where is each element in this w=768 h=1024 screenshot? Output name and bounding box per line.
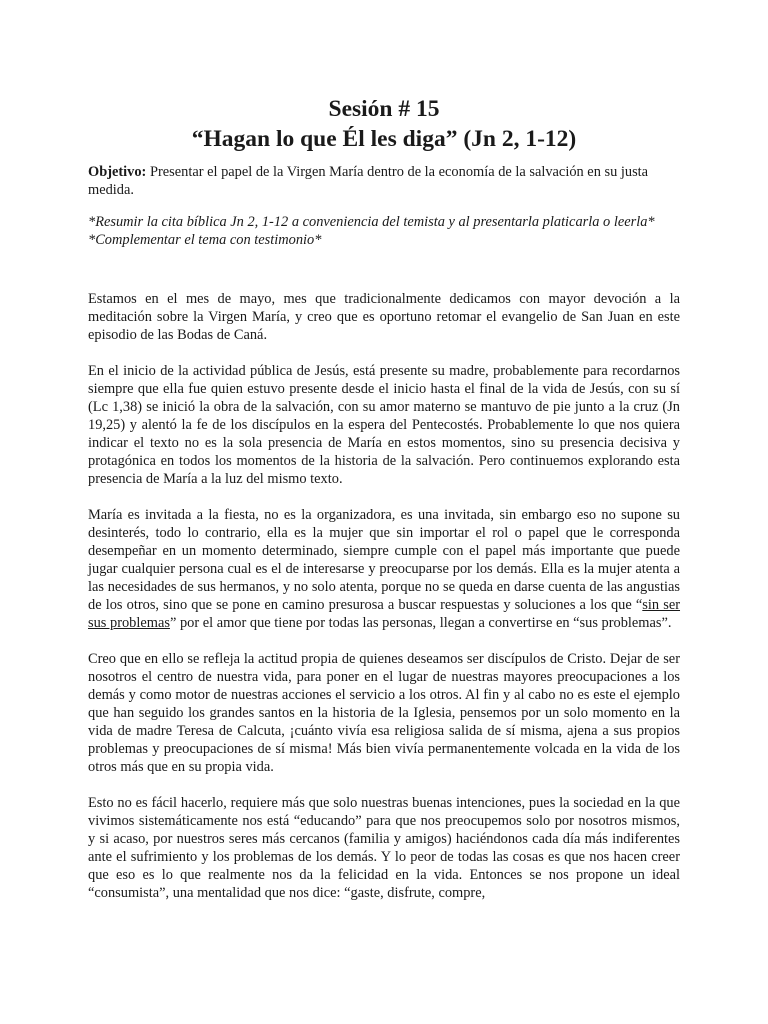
- title-line-2: “Hagan lo que Él les diga” (Jn 2, 1-12): [191, 126, 577, 152]
- paragraph-3: [88, 506, 680, 632]
- paragraph-2: En el inicio de la actividad pública de Jesús, está presente su madre, probablemente para recordarnos siempre que ella fue quien estuvo presente desde el inicio hasta el final de la vida de Jesús, con su sí (Lc 1,38) se inició la obra de la salvación, con su amor materno se mantuvo de pie junto a la cruz (Jn 19,25) y alentó la fe de los discípulos en la espera del Pentecostés. Probablemente lo que nos quiera indicar el texto no es la sola presencia de María en estos momentos, sino su presencia decisiva y protagónica en todos los momentos de la historia de la salvación. Pero continuemos explorando esta presencia de María a la luz del mismo texto.: [88, 363, 680, 487]
- instruction-1: *Resumir la cita bíblica Jn 2, 1-12 a conveniencia del temista y al presentarla platicarla o leerla*: [88, 214, 655, 230]
- objective-label: Objetivo:: [88, 164, 147, 180]
- paragraph-3-text-b: ” por el amor que tiene por todas las personas, llegan a convertirse en “sus problemas”.: [169, 615, 672, 631]
- objective-text: Presentar el papel de la Virgen María dentro de la economía de la salvación en su justa medida.: [88, 164, 649, 198]
- paragraph-3-text-a: María es invitada a la fiesta, no es la organizadora, es una invitada, sin embargo eso no supone su desinterés, todo lo contrario, ella es la mujer que sin importar el rol o papel que le corresponda desempeñar en un momento determinado, siempre cumple con el papel más importante que puede jugar cualquier persona cual es el de interesarse y preocuparse por los demás. Ella es la mujer atenta a las necesidades de sus hermanos, y no solo atenta, porque no se queda en darse cuenta de las angustias de los otros, sino que se pone en camino presurosa a buscar respuestas y soluciones a los que “: [88, 507, 680, 613]
- paragraph-5: Esto no es fácil hacerlo, requiere más que solo nuestras buenas intenciones, pues la sociedad en la que vivimos sistemáticamente nos está “educando” para que nos preocupemos solo por nosotros mismos, y si acaso, por nuestros seres más cercanos (familia y amigos) haciéndonos cada día más indiferentes ante el sufrimiento y los problemas de los demás. Y lo peor de todas las cosas es que nos hacen creer que eso es lo que realmente nos da la felicidad en la vida. Entonces se nos propone un ideal “consumista”, una mentalidad que nos dice: “gaste, disfrute, compre,: [88, 795, 680, 901]
- underlined-phrase: sin ser sus problemas: [88, 597, 681, 631]
- instructions: [88, 213, 680, 249]
- paragraph-1: Estamos en el mes de mayo, mes que tradicionalmente dedicamos con mayor devoción a la meditación sobre la Virgen María, y creo que es oportuno retomar el evangelio de San Juan en este episodio de las Bodas de Caná.: [88, 291, 680, 343]
- session-title: [88, 94, 680, 154]
- paragraph-4: Creo que en ello se refleja la actitud propia de quienes deseamos ser discípulos de Cristo. Dejar de ser nosotros el centro de nuestra vida, para poner en el lugar de nuestras mayores preocupaciones a los demás y como motor de nuestras acciones el servicio a los otros. Al fin y al cabo no es este el ejemplo que han seguido los grandes santos en la historia de la Iglesia, pensemos por un solo momento en la vida de madre Teresa de Calcuta, ¡cuánto vivía esa religiosa salida de sí misma, ajena a sus propios problemas y preocupaciones de sí misma! Más bien vivía permanentemente volcada en la vida de los otros más que en su propia vida.: [88, 651, 680, 775]
- title-line-1: Sesión # 15: [328, 96, 440, 122]
- objective: [88, 163, 680, 199]
- instruction-2: *Complementar el tema con testimonio*: [88, 232, 322, 248]
